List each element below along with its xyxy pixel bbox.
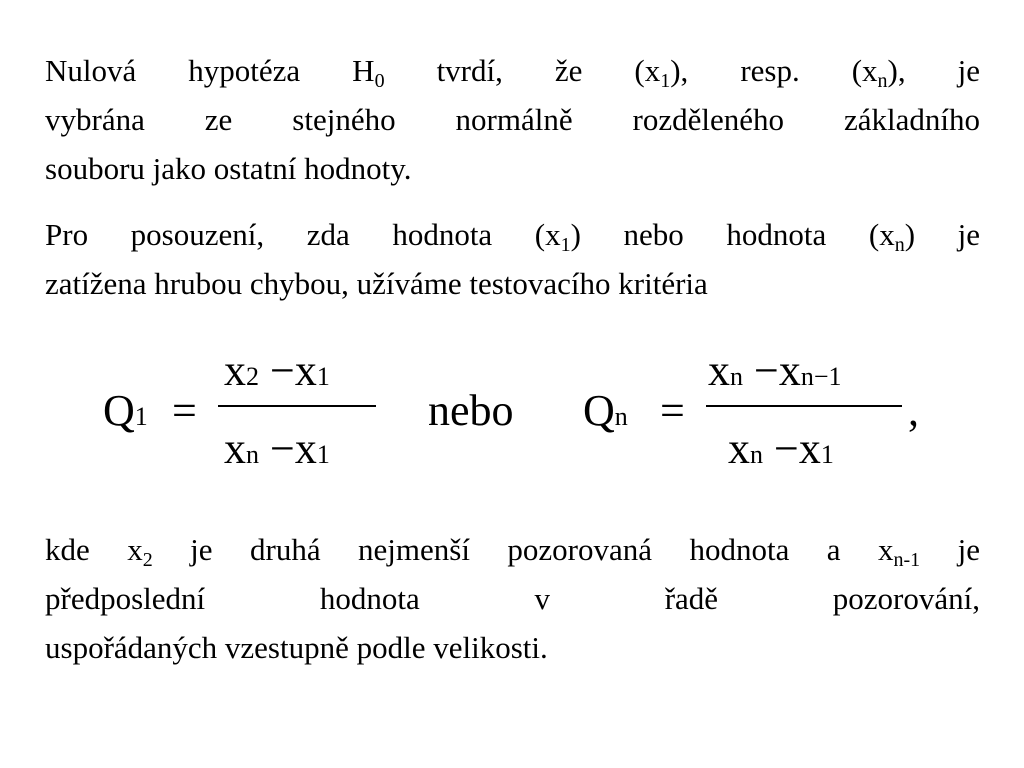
paragraph-null-hypothesis	[45, 46, 980, 193]
p3-line-2: předposlední hodnota v řadě pozorování,	[45, 581, 980, 616]
equals-sign-2: =	[660, 386, 685, 435]
fraction-qn-denominator: xn −x1	[728, 424, 834, 473]
fraction-q1	[218, 345, 378, 495]
p3-line-3: uspořádaných vzestupně podle velikosti.	[45, 630, 548, 665]
fraction-qn-numerator: xn −xn−1	[708, 346, 842, 395]
p3-line-1: kde $x_2$ je druhá nejmenší pozorovaná hodnota a $x_{n-1}$ je	[45, 532, 980, 571]
fraction-q1-bar	[218, 405, 376, 407]
dixon-test-formula	[0, 345, 1024, 495]
paragraph-definitions	[45, 525, 980, 672]
p2-line-2: zatížena hrubou chybou, užíváme testovacího kritéria	[45, 266, 708, 301]
fraction-q1-numerator: x2 −x1	[224, 346, 330, 395]
paragraph-test-criterion	[45, 210, 980, 308]
p2-line-1: Pro posouzení, zda hodnota $(x_1)$ nebo hodnota $(x_n)$ je	[45, 217, 980, 256]
nebo-word: nebo	[428, 386, 514, 435]
equals-sign-1: =	[172, 386, 197, 435]
qn-label: Qn	[583, 386, 628, 435]
fraction-q1-denominator: xn −x1	[224, 424, 330, 473]
fraction-qn	[706, 345, 906, 495]
q1-label: Q1	[103, 386, 148, 435]
p1-line-2: vybrána ze stejného normálně rozděleného základního	[45, 102, 980, 137]
fraction-qn-bar	[706, 405, 902, 407]
p1-line-1: Nulová hypotéza $H_0$ tvrdí, že $(x_1)$, resp. $(x_n)$, je	[45, 53, 980, 92]
p1-line-3: souboru jako ostatní hodnoty.	[45, 151, 412, 186]
formula-comma: ,	[908, 386, 919, 435]
